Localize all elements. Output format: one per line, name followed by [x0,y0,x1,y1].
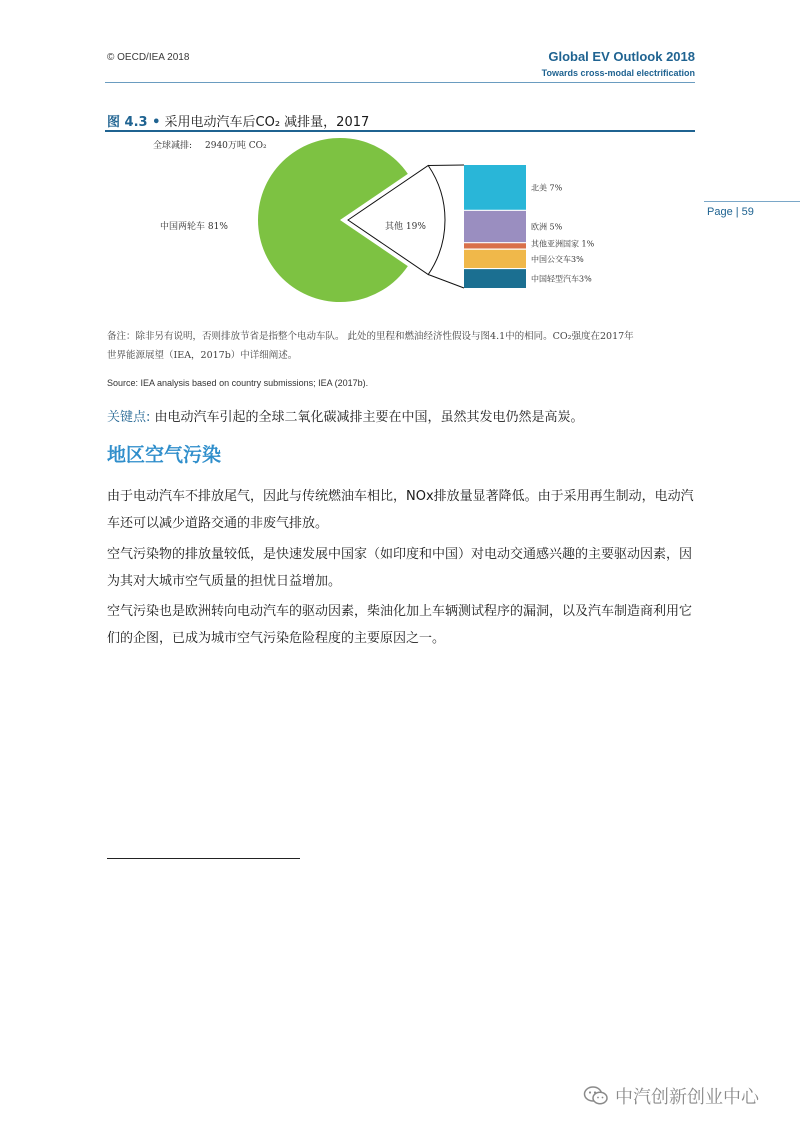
header-divider [105,82,695,83]
paragraph: 由于电动汽车不排放尾气，因此与传统燃油车相比，NOx排放量显著降低。由于采用再生制动，电动汽车还可以减少道路交通的非废气排放。 [107,489,694,531]
report-title: Global EV Outlook 2018 [548,49,695,64]
page-number: Page | 59 [707,206,754,218]
key-point-label: 关键点: [107,410,151,425]
chart-header-value: 2940万吨 CO₂ [205,141,267,151]
pie-label-china-two-wheelers: 中国两轮车 81% [160,222,228,232]
figure-title [107,111,369,130]
watermark [583,1083,759,1109]
bar-segment-1 [464,210,526,242]
bar-segment-0 [464,165,526,210]
figure-caption: 采用电动汽车后CO₂ 减排量，2017 [164,115,370,130]
bar-segment-3 [464,249,526,268]
bar-label-2: 其他亚洲国家 1% [531,239,595,249]
wechat-icon [583,1085,609,1107]
paragraph: 空气污染物的排放量较低，是快速发展中国家（如印度和中国）对电动交通感兴趣的主要驱动因素，因为其对大城市空气质量的担忧日益增加。 [107,547,693,589]
connector-bottom [428,275,464,288]
report-subtitle: Towards cross-modal electrification [541,68,695,78]
pie-label-other: 其他 19% [385,222,426,232]
copyright-text: © OECD/IEA 2018 [107,52,190,63]
bar-segment-4 [464,269,526,288]
bar-label-1: 欧洲 5% [531,222,563,232]
stacked-bar-group [464,165,595,288]
note-line-2: 世界能源展望（IEA，2017b）中详细阐述。 [107,350,298,361]
watermark-text: 中汽创新创业中心 [615,1087,759,1108]
key-point [107,406,584,425]
section-title: 地区空气污染 [107,444,222,466]
figure-note [107,327,697,365]
note-line-1: 备注：除非另有说明，否则排放节省是指整个电动车队。 此处的里程和燃油经济性假设与图4.1中的相同。CO₂强度在2017年 [107,331,634,342]
bar-segment-2 [464,243,526,249]
chart-header-label: 全球减排: [153,141,193,151]
bar-label-0: 北美 7% [531,183,563,193]
page-number-divider [704,201,800,202]
bar-label-4: 中国轻型汽车3% [531,274,592,284]
footnote-divider [107,858,300,859]
emissions-chart [105,132,605,302]
paragraph: 空气污染也是欧洲转向电动汽车的驱动因素，柴油化加上车辆测试程序的漏洞，以及汽车制造商利用它们的企图，已成为城市空气污染危险程度的主要原因之一。 [107,604,693,646]
figure-label: 图 4.3 • [107,115,161,130]
pie-group [160,138,445,302]
key-point-text: 由电动汽车引起的全球二氧化碳减排主要在中国，虽然其发电仍然是高炭。 [150,410,584,425]
bar-label-3: 中国公交车3% [531,254,584,264]
figure-source: Source: IEA analysis based on country submissions; IEA (2017b). [107,378,369,388]
